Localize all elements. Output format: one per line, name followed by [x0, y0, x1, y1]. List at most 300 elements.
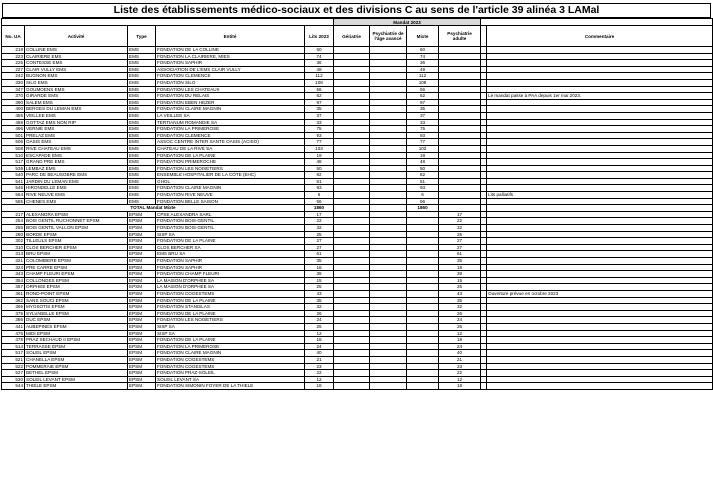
cell-type: EPSM [128, 304, 156, 311]
table-row [2, 126, 713, 133]
cell-activite: JARDIN DU LEMAN EMS [25, 178, 128, 185]
table-row [2, 238, 713, 245]
cell-psy-adulte [439, 119, 481, 126]
cell-activite: POMMERAIE EPSM [25, 363, 128, 370]
cell-mixte [407, 310, 439, 317]
cell-type: EPSM [128, 238, 156, 245]
cell-type: EMS [128, 165, 156, 172]
cell-psy-adulte: 24 [439, 317, 481, 324]
table-row [2, 218, 713, 225]
table-row [2, 139, 713, 146]
cell-commentaire [487, 284, 713, 291]
cell-activite: ROND-POINT EPSM [25, 290, 128, 297]
cell-no-ua: 227 [2, 66, 25, 73]
cell-psy-age [370, 244, 407, 251]
cell-activite: SOLEIL LEVANT EPSM [25, 376, 128, 383]
cell-lits: 18 [305, 337, 334, 344]
cell-activite: GOUMOENS EMS [25, 86, 128, 93]
cell-psy-adulte [439, 79, 481, 86]
cell-entite: FONDATION BELLE SAISON [156, 198, 305, 205]
cell-entite: FONDATION CLAIRE MAGNIN [156, 185, 305, 192]
cell-geriatrie [334, 47, 370, 54]
cell-lits: 75 [305, 126, 334, 133]
cell-entite: FONDATION CHAMP FLEURI [156, 271, 305, 278]
cell-geriatrie [334, 323, 370, 330]
cell-lits: 21 [305, 356, 334, 363]
cell-geriatrie [334, 277, 370, 284]
cell-type: EMS [128, 86, 156, 93]
cell-lits: 50 [305, 165, 334, 172]
cell-type: EPSM [128, 251, 156, 258]
cell-entite: FONDATION LA PRIMEROSE [156, 126, 305, 133]
cell-geriatrie [334, 290, 370, 297]
cell-psy-age [370, 317, 407, 324]
cell-activite: CHAMP FLEURI EPSM [25, 271, 128, 278]
cell-psy-adulte [439, 53, 481, 60]
cell-psy-age [370, 297, 407, 304]
cell-mixte [407, 330, 439, 337]
cell-lits: 51 [305, 178, 334, 185]
cell-no-ua: 324 [2, 264, 25, 271]
table-row [2, 60, 713, 67]
cell-mixte [407, 284, 439, 291]
cell-psy-adulte: 18 [439, 337, 481, 344]
cell-geriatrie [334, 145, 370, 152]
cell-commentaire [487, 165, 713, 172]
cell-type: EPSM [128, 376, 156, 383]
cell-activite: SOLEIL EPSM [25, 350, 128, 357]
cell-psy-age [370, 73, 407, 80]
cell-type: EMS [128, 139, 156, 146]
cell-commentaire [487, 79, 713, 86]
cell-no-ua: 321 [2, 258, 25, 265]
cell-no-ua: 455 [2, 112, 25, 119]
table-row [2, 258, 713, 265]
cell-entite: FONDATION CLEMENCE [156, 73, 305, 80]
cell-commentaire [487, 370, 713, 377]
cell-activite: ESCAPADE EMS [25, 152, 128, 159]
total-lits: 1860 [305, 205, 334, 212]
cell-commentaire [487, 383, 713, 390]
cell-psy-age [370, 172, 407, 179]
establishments-table [1, 18, 713, 390]
table-row [2, 198, 713, 205]
cell-entite: FONDATION LES CHATEAUX [156, 86, 305, 93]
cell-entite: SISP SA [156, 231, 305, 238]
cell-entite: FONDATION COGESTEMS [156, 356, 305, 363]
table-row [2, 277, 713, 284]
cell-psy-adulte [439, 185, 481, 192]
cell-no-ua: 521 [2, 356, 25, 363]
cell-commentaire [487, 198, 713, 205]
cell-no-ua: 330 [2, 79, 25, 86]
cell-entite: SOLEIL LEVANT SA [156, 376, 305, 383]
cell-geriatrie [334, 383, 370, 390]
cell-type: EMS [128, 53, 156, 60]
table-row [2, 66, 713, 73]
cell-geriatrie [334, 211, 370, 218]
cell-entite: FONDATION SILO [156, 79, 305, 86]
cell-no-ua: 565 [2, 198, 25, 205]
cell-psy-adulte: 22 [439, 218, 481, 225]
cell-geriatrie [334, 139, 370, 146]
cell-geriatrie [334, 99, 370, 106]
cell-activite: MYOSOTIS EPSM [25, 304, 128, 311]
cell-lits: 25 [305, 284, 334, 291]
cell-psy-adulte [439, 172, 481, 179]
cell-mixte: 56 [407, 86, 439, 93]
cell-mixte: 56 [407, 198, 439, 205]
cell-activite: GOTTAZ EMS NON RIP [25, 119, 128, 126]
table-row [2, 323, 713, 330]
cell-type: EMS [128, 112, 156, 119]
cell-no-ua: 514 [2, 343, 25, 350]
cell-activite: BRU EPSM [25, 251, 128, 258]
cell-mixte [407, 297, 439, 304]
cell-entite: ASSOC CENTRE INTER SANTE OASIS (ACISO) [156, 139, 305, 146]
cell-psy-adulte [439, 198, 481, 205]
table-row [2, 297, 713, 304]
cell-mixte: 103 [407, 145, 439, 152]
cell-type: EPSM [128, 258, 156, 265]
cell-mixte [407, 343, 439, 350]
cell-psy-adulte: 32 [439, 304, 481, 311]
cell-type: EPSM [128, 363, 156, 370]
cell-activite: GIRARDE EMS [25, 93, 128, 100]
total-label: TOTAL Mandat Mixte [2, 205, 305, 212]
col-geriatrie: Gériatrie [334, 26, 370, 47]
cell-entite: FONDATION EBEN HEZER [156, 99, 305, 106]
cell-lits: 32 [305, 304, 334, 311]
cell-psy-adulte [439, 159, 481, 166]
cell-psy-age [370, 165, 407, 172]
cell-psy-adulte: 25 [439, 231, 481, 238]
cell-mixte [407, 251, 439, 258]
cell-entite: ASSOCIATION DE L'EMS CLAIR VULLY [156, 66, 305, 73]
cell-no-ua: 564 [2, 192, 25, 199]
cell-commentaire [487, 310, 713, 317]
cell-type: EMS [128, 99, 156, 106]
cell-activite: GRAND PRE EMS [25, 159, 128, 166]
cell-geriatrie [334, 53, 370, 60]
cell-mixte: 19 [407, 152, 439, 159]
cell-commentaire [487, 126, 713, 133]
cell-geriatrie [334, 112, 370, 119]
cell-entite: FONDATION SIMONIN FOYER DE LA THIELE [156, 383, 305, 390]
cell-type: EMS [128, 178, 156, 185]
cell-psy-age [370, 198, 407, 205]
cell-psy-age [370, 132, 407, 139]
cell-entite: FONDATION STANISLAS [156, 304, 305, 311]
cell-no-ua: 517 [2, 350, 25, 357]
table-row [2, 73, 713, 80]
cell-entite: FONDATION RIVE NEUVE [156, 192, 305, 199]
table-row [2, 284, 713, 291]
cell-psy-age [370, 370, 407, 377]
cell-psy-age [370, 363, 407, 370]
cell-type: EPSM [128, 218, 156, 225]
cell-no-ua: 540 [2, 172, 25, 179]
cell-psy-age [370, 356, 407, 363]
table-row [2, 145, 713, 152]
cell-mixte: 33 [407, 119, 439, 126]
cell-activite: CLOS BERCHER EPSM [25, 244, 128, 251]
cell-psy-adulte: 27 [439, 244, 481, 251]
cell-psy-age [370, 192, 407, 199]
cell-mixte [407, 376, 439, 383]
cell-entite: SISP SA [156, 330, 305, 337]
cell-commentaire [487, 343, 713, 350]
cell-psy-age [370, 225, 407, 232]
table-row [2, 99, 713, 106]
cell-psy-age [370, 330, 407, 337]
cell-no-ua: 496 [2, 126, 25, 133]
cell-lits: 35 [305, 297, 334, 304]
cell-psy-age [370, 350, 407, 357]
cell-entite: FONDATION LES NOISETIERS [156, 165, 305, 172]
cell-psy-adulte: 26 [439, 310, 481, 317]
cell-psy-age [370, 53, 407, 60]
cell-type: EPSM [128, 337, 156, 344]
cell-commentaire [487, 251, 713, 258]
cell-mixte [407, 383, 439, 390]
cell-psy-age [370, 145, 407, 152]
cell-commentaire [487, 86, 713, 93]
cell-geriatrie [334, 132, 370, 139]
cell-lits: 77 [305, 139, 334, 146]
cell-lits: 17 [305, 211, 334, 218]
cell-psy-adulte: 39 [439, 271, 481, 278]
cell-activite: VEILLEE EMS [25, 112, 128, 119]
cell-entite: FONDATION SAPHIR [156, 60, 305, 67]
table-row [2, 192, 713, 199]
cell-mixte [407, 231, 439, 238]
cell-entite: SISP SA [156, 323, 305, 330]
cell-entite: LA MAISON D'ORPHEE SA [156, 284, 305, 291]
cell-no-ua: 280 [2, 231, 25, 238]
table-body [2, 47, 713, 390]
cell-activite: BETHEL EPSM [25, 370, 128, 377]
cell-type: EMS [128, 152, 156, 159]
cell-lits: 18 [305, 383, 334, 390]
cell-activite: MIDI EPSM [25, 330, 128, 337]
table-row [2, 165, 713, 172]
cell-entite: FONDATION DE LA PLAINE [156, 152, 305, 159]
table-row [2, 290, 713, 297]
cell-psy-age [370, 251, 407, 258]
cell-geriatrie [334, 350, 370, 357]
cell-commentaire [487, 53, 713, 60]
cell-geriatrie [334, 152, 370, 159]
cell-activite: SANS SOUCI EPSM [25, 297, 128, 304]
cell-psy-age [370, 310, 407, 317]
cell-no-ua: 400 [2, 106, 25, 113]
cell-psy-age [370, 376, 407, 383]
cell-psy-adulte [439, 165, 481, 172]
cell-no-ua: 488 [2, 119, 25, 126]
total-mixte: 1860 [407, 205, 439, 212]
cell-commentaire [487, 159, 713, 166]
cell-type: EPSM [128, 350, 156, 357]
cell-entite: FONDATION DE LA COLLINE [156, 47, 305, 54]
cell-type: EMS [128, 119, 156, 126]
cell-psy-adulte [439, 132, 481, 139]
cell-psy-adulte: 32 [439, 225, 481, 232]
cell-lits: 12 [305, 376, 334, 383]
cell-no-ua: 347 [2, 86, 25, 93]
cell-psy-adulte [439, 106, 481, 113]
cell-no-ua: 361 [2, 290, 25, 297]
cell-type: EPSM [128, 323, 156, 330]
cell-lits: 82 [305, 172, 334, 179]
cell-no-ua: 530 [2, 376, 25, 383]
cell-activite: CONTESSE EMS [25, 60, 128, 67]
cell-activite: BUGNON EMS [25, 73, 128, 80]
cell-entite: TERTIANUM ROMANDIE SA [156, 119, 305, 126]
cell-lits: 61 [305, 251, 334, 258]
cell-no-ua: 390 [2, 99, 25, 106]
cell-psy-age [370, 264, 407, 271]
table-row [2, 271, 713, 278]
cell-geriatrie [334, 356, 370, 363]
cell-geriatrie [334, 73, 370, 80]
cell-psy-adulte: 18 [439, 264, 481, 271]
cell-no-ua: 313 [2, 251, 25, 258]
cell-no-ua: 501 [2, 132, 25, 139]
cell-type: EPSM [128, 264, 156, 271]
cell-mixte: 75 [407, 126, 439, 133]
cell-no-ua: 370 [2, 93, 25, 100]
cell-type: EPSM [128, 290, 156, 297]
cell-commentaire: Lits palliatifs [487, 192, 713, 199]
cell-activite: OASIS EMS [25, 139, 128, 146]
cell-activite: AUBEPINES EPSM [25, 323, 128, 330]
cell-type: EMS [128, 172, 156, 179]
cell-no-ua: 506 [2, 139, 25, 146]
cell-entite: FONDATION CLAIRE MAGNIN [156, 350, 305, 357]
cell-geriatrie [334, 284, 370, 291]
cell-activite: COLOMBIERE EPSM [25, 258, 128, 265]
cell-entite: FONDATION DE LA PLAINE [156, 337, 305, 344]
cell-lits: 24 [305, 317, 334, 324]
col-entite: Entité [156, 26, 305, 47]
cell-activite: RIVE NEUVE EMS [25, 192, 128, 199]
cell-commentaire [487, 185, 713, 192]
cell-entite: FONDATION PRAZ-SOLEIL [156, 370, 305, 377]
cell-psy-age [370, 290, 407, 297]
table-row [2, 231, 713, 238]
cell-entite: FONDATION DE LA PLAINE [156, 238, 305, 245]
cell-psy-age [370, 185, 407, 192]
cell-type: EPSM [128, 297, 156, 304]
cell-commentaire [487, 211, 713, 218]
cell-entite: FONDATION DU RELAIS [156, 93, 305, 100]
cell-geriatrie [334, 370, 370, 377]
cell-mixte: 77 [407, 139, 439, 146]
cell-psy-age [370, 159, 407, 166]
cell-entite: FONDATION SAPHIR [156, 258, 305, 265]
table-row [2, 363, 713, 370]
cell-lits: 6 [305, 192, 334, 199]
total-geriatrie [334, 205, 370, 212]
cell-no-ua: 242 [2, 73, 25, 80]
cell-geriatrie [334, 86, 370, 93]
cell-activite: DUC EPSM [25, 317, 128, 324]
cell-geriatrie [334, 258, 370, 265]
cell-lits: 108 [305, 79, 334, 86]
cell-psy-adulte: 24 [439, 343, 481, 350]
cell-no-ua: 510 [2, 152, 25, 159]
col-activite: Activité [25, 26, 128, 47]
cell-lits: 35 [305, 258, 334, 265]
cell-psy-age [370, 337, 407, 344]
cell-psy-adulte: 43 [439, 290, 481, 297]
cell-type: EPSM [128, 343, 156, 350]
cell-no-ua: 310 [2, 244, 25, 251]
cell-commentaire [487, 304, 713, 311]
cell-psy-age [370, 284, 407, 291]
cell-psy-age [370, 152, 407, 159]
table-header [2, 19, 713, 47]
cell-commentaire [487, 139, 713, 146]
cell-geriatrie [334, 165, 370, 172]
cell-psy-age [370, 112, 407, 119]
cell-mixte [407, 211, 439, 218]
cell-psy-adulte: 35 [439, 297, 481, 304]
cell-type: EMS [128, 198, 156, 205]
cell-geriatrie [334, 106, 370, 113]
cell-psy-adulte: 35 [439, 258, 481, 265]
cell-psy-age [370, 383, 407, 390]
cell-psy-age [370, 211, 407, 218]
cell-psy-adulte: 25 [439, 323, 481, 330]
cell-type: EPSM [128, 231, 156, 238]
cell-type: EMS [128, 66, 156, 73]
cell-lits: 26 [305, 310, 334, 317]
cell-geriatrie [334, 159, 370, 166]
cell-psy-adulte [439, 86, 481, 93]
cell-type: EMS [128, 93, 156, 100]
cell-mixte [407, 317, 439, 324]
cell-no-ua: 508 [2, 145, 25, 152]
cell-psy-age [370, 60, 407, 67]
header-mandat-2023: Mandat 2023 [334, 19, 481, 26]
cell-mixte: 74 [407, 53, 439, 60]
cell-entite: CHATEAU DE LA RIVE SA [156, 145, 305, 152]
cell-commentaire [487, 66, 713, 73]
table-row [2, 330, 713, 337]
cell-commentaire [487, 264, 713, 271]
table-row [2, 304, 713, 311]
cell-activite: RIVE CHATEAU EMS [25, 145, 128, 152]
cell-psy-age [370, 99, 407, 106]
cell-entite: FONDATION LA PRIMEROSE [156, 343, 305, 350]
col-psy-age-avance: Psychiatrie de l'âge avancé [370, 26, 407, 47]
cell-no-ua: 544 [2, 383, 25, 390]
cell-lits: 19 [305, 152, 334, 159]
cell-entite: FONDATION CLAIRE MAGNIN [156, 106, 305, 113]
cell-mixte [407, 370, 439, 377]
cell-lits: 12 [305, 330, 334, 337]
cell-activite: COLLONGES EPSM [25, 277, 128, 284]
cell-type: EMS [128, 79, 156, 86]
cell-activite: VERNIE EMS [25, 126, 128, 133]
table-row [2, 178, 713, 185]
cell-commentaire [487, 330, 713, 337]
cell-lits: 27 [305, 238, 334, 245]
cell-psy-adulte [439, 152, 481, 159]
cell-no-ua: 386 [2, 317, 25, 324]
